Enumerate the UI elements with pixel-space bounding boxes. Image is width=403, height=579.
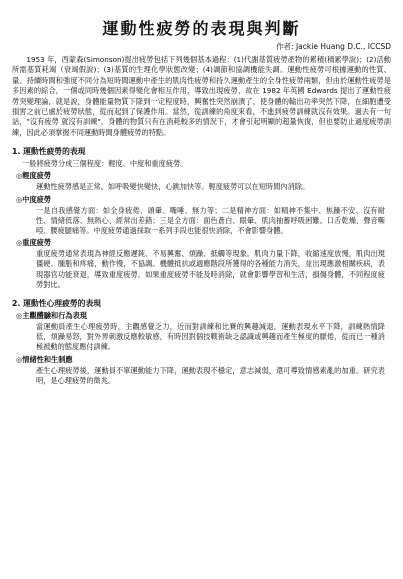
section-1-heading: 1. 運動性疲勞的表現 xyxy=(12,147,86,157)
emotional-response-text: 產生心理疲勞後，運動員不單運動能力下降，運動表現不穩定，意志減弱，還可導致情感素亂的加重。研究表明，是心理疲勞的徵兆。 xyxy=(36,365,385,385)
moderate-fatigue-heading: ◎中度疲勞 xyxy=(16,194,52,204)
author-line: 作者: Jackie Huang D.C., ICCSD xyxy=(276,42,391,51)
moderate-fatigue-text: 一是自我感覺方面：如全身疲倦、頭暈、嘴唾、無力等；二是精神方面：如精神不集中、焦躁不安、沒有耐性、情緒低落、無熱心、經常出差錯；三是全方面：面色蒼白、眼暈、肌肉抽蓄呼吸困難、口舌乾燥、聲音嘶啞、腰疲腿痛等。中度疲勞通過採取一系列手段也能很快消除，不會影響身體。 xyxy=(36,205,385,236)
mild-fatigue-heading: ◎輕度疲勞 xyxy=(16,171,52,181)
intro-paragraph: 1953 年，西蒙森(Simonson)提出疲勞包括下列幾個基本過程：(1)代謝基質疲勞產物的累積(積累學說)；(2)活動所需基質耗竭（衰竭假說)；(3)基質的生理化學狀態改變；(4)調節和協調機能失調。運動性疲勞可根據運動的性質、量、持續時間和強度不同分為短時間運動中產生的肌肉性疲勞和持久運動產生的全身性疲勞兩類，但由於運動性疲勞是多因素的綜合，一個或同時幾個因素得變化會相互作用，導致出現疲勞，故在 1982 年英國 Edwards 提出了運動性疲勞突變理論，就是說，身體能量物質下降到一定程度時，興奮性突然崩潰了，使身體的輸出功率突然下降，在細胞遭受損害之前已處於疲勞狀態，從而起到了保護作用。當然，從訓練的角度來看，不進到疲勞訓練就沒有效果。過去有一句話，"沒有疲勞 就沒有訓練"，身體的物質只有在消耗較多的情況下，才會引起明顯的超量恢復，但也要防止過度疲勞訓練，因此必須掌握不同運動時間身體疲勞的特點。 xyxy=(12,55,391,137)
page-title: 運動性疲勞的表現與判斷 xyxy=(102,19,301,38)
section-1-intro: 一般將疲勞分成三個程度：輕度、中度和重度疲勞。 xyxy=(22,159,188,169)
section-2-heading: 2. 運動性心理疲勞的表現 xyxy=(12,299,102,309)
severe-fatigue-text: 重度疲勞通常表現為神經反應遲鈍、不易興奮、煩躁、抵觸等現象。肌肉力量下降，收縮速度放慢，肌肉出現僵硬、腫脹和疼痛，動作慢，不協調。機體抵抗或適應階段所獲得的各種能力消失，並出現應激相關疾病，表現器官功能衰退，導致重度疲勞。如果重度疲勞不能及時消除，就會影響學習和生活，損傷身體，不同程度疲勞對比。 xyxy=(36,249,385,289)
subjective-experience-heading: ◎主觀體驗和行為表現 xyxy=(16,311,87,321)
severe-fatigue-heading: ◎重度疲勞 xyxy=(16,238,52,248)
emotional-response-heading: ◎情緒性和生制應 xyxy=(16,354,73,364)
mild-fatigue-text: 運動性疲勞感是正常，如呼吸變快變快，心跳加快等。輕度疲勞可以在短時間內消除。 xyxy=(36,182,310,192)
subjective-experience-text: 當運動員產生心理疲勞時，主觀感覺乏力，近而對訓練和比賽的興趣減退，運動表現水平下降，訓練熱情降低，煩躁易怒，對外界刺激反應較敏感，有時因對個技戰術缺乏認識或興趣而產生極度的厭倦，從而已一種消極被動的態度應付訓練。 xyxy=(36,322,385,352)
